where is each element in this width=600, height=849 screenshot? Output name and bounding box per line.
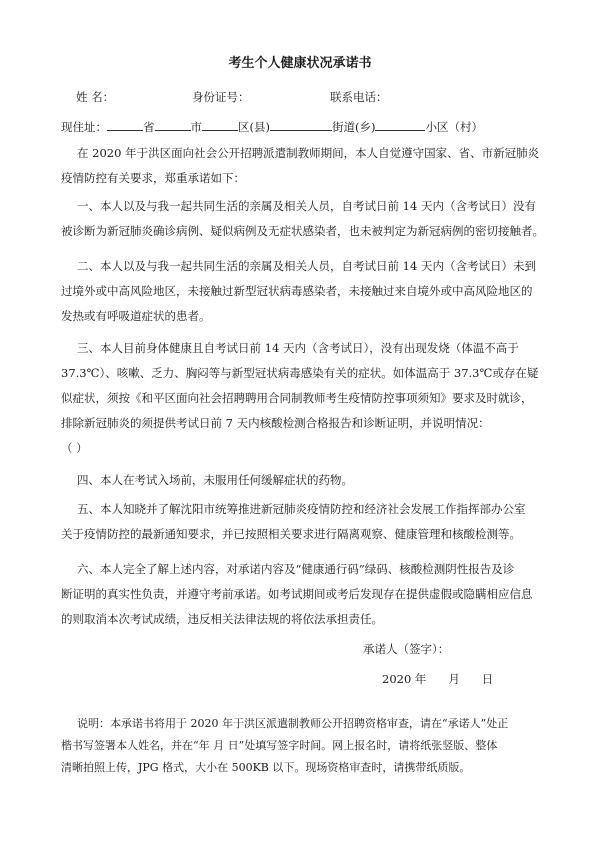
street-blank[interactable] [270, 119, 332, 131]
item-line: 排除新冠肺炎的须提供考试日前 7 天内核酸检测合格报告和诊断证明，并说明情况： [61, 416, 490, 430]
item-line: 关于疫情防控的最新通知要求，并已按照相关要求进行隔离观察、健康管理和核酸检测等。 [61, 527, 521, 541]
commitment-item-3 [61, 336, 541, 461]
item-line: 四、本人在考试入场前，未服用任何缓解症状的药物。 [77, 473, 353, 487]
city-blank[interactable] [155, 119, 191, 131]
community-label: 小区（村） [425, 120, 483, 134]
district-blank[interactable] [202, 119, 238, 131]
province-label: 省 [143, 120, 155, 134]
item-line: 一、本人以及与我一起共同生活的亲属及相关人员，自考试日前 14 天内（含考试日）没有 [77, 199, 536, 213]
item-line: 的则取消本次考试成绩，违反相关法律法规的将依法承担责任。 [61, 612, 383, 626]
street-label: 街道(乡) [331, 120, 376, 134]
item-line: 37.3℃）、咳嗽、乏力、胸闷等与新型冠状病毒感染有关的症状。如体温高于 37.3℃或存在疑 [61, 366, 539, 380]
note-paragraph [61, 713, 551, 779]
phone-label: 联系电话： [330, 90, 388, 104]
name-label: 姓 名： [76, 90, 115, 104]
item-line: 过境外或中高风险地区，未接触过新型冠状病毒感染者，未接触过来自境外或中高风险地区的 [61, 284, 533, 298]
explanation-parentheses[interactable]: （ ） [61, 441, 88, 455]
province-blank[interactable] [107, 119, 143, 131]
commitment-item-4 [61, 468, 541, 493]
intro-line: 疫情防控有关要求，郑重承诺如下： [61, 171, 245, 185]
item-line: 三、本人目前身体健康且自考试日前 14 天内（含考试日），没有出现发烧（体温不高于 [77, 341, 519, 355]
address-label: 现住址： [61, 120, 107, 134]
id-number-label: 身份证号： [192, 90, 250, 104]
item-line: 被诊断为新冠肺炎确诊病例、疑似病例及无症状感染者，也未被判定为新冠病例的密切接触者。 [61, 224, 544, 238]
commitment-item-6 [61, 557, 541, 632]
item-line: 五、本人知晓并了解沈阳市统筹推进新冠肺炎疫情防控和经济社会发展工作指挥部办公室 [77, 502, 526, 516]
commitment-item-1 [61, 194, 544, 244]
intro-paragraph [61, 141, 541, 191]
signature-label: 承诺人（签字）： [363, 642, 450, 656]
community-blank[interactable] [375, 119, 425, 131]
signature-date: 2020 年 月 日 [382, 672, 494, 686]
note-line: 楷书写签署本人姓名，并在“年 月 日”处填写签字时间。网上报名时，请将纸张竖版、整体 [61, 739, 498, 752]
city-label: 市 [190, 120, 202, 134]
note-line: 说明：本承诺书将用于 2020 年于洪区派遣制教师公开招聘资格审查，请在“承诺人”处正 [77, 717, 509, 730]
commitment-item-2 [61, 254, 541, 329]
district-label: 区(县) [238, 120, 270, 134]
document-title: 考生个人健康状况承诺书 [228, 56, 372, 71]
item-line: 二、本人以及与我一起共同生活的亲属及相关人员，自考试日前 14 天内（含考试日）未到 [77, 259, 536, 273]
item-line: 六、本人完全了解上述内容，对承诺内容及“健康通行码”绿码、核酸检测阴性报告及诊 [77, 562, 515, 576]
item-line: 断证明的真实性负责，并遵守考前承诺。如考试期间或考后发现存在提供虚假或隐瞒相应信息 [61, 587, 533, 601]
address-row [61, 119, 483, 134]
item-line: 发热或有呼吸道症状的患者。 [61, 309, 211, 323]
intro-line: 在 2020 年于洪区面向社会公开招聘派遣制教师期间，本人自觉遵守国家、省、市新冠肺炎 [77, 146, 540, 160]
note-line: 清晰拍照上传，JPG 格式，大小在 500KB 以下。现场资格审查时，请携带纸质版。 [61, 761, 471, 774]
commitment-item-5 [61, 497, 541, 547]
item-line: 似症状，须按《和平区面向社会招聘聘用合同制教师考生疫情防控事项须知》要求及时就诊， [61, 391, 533, 405]
